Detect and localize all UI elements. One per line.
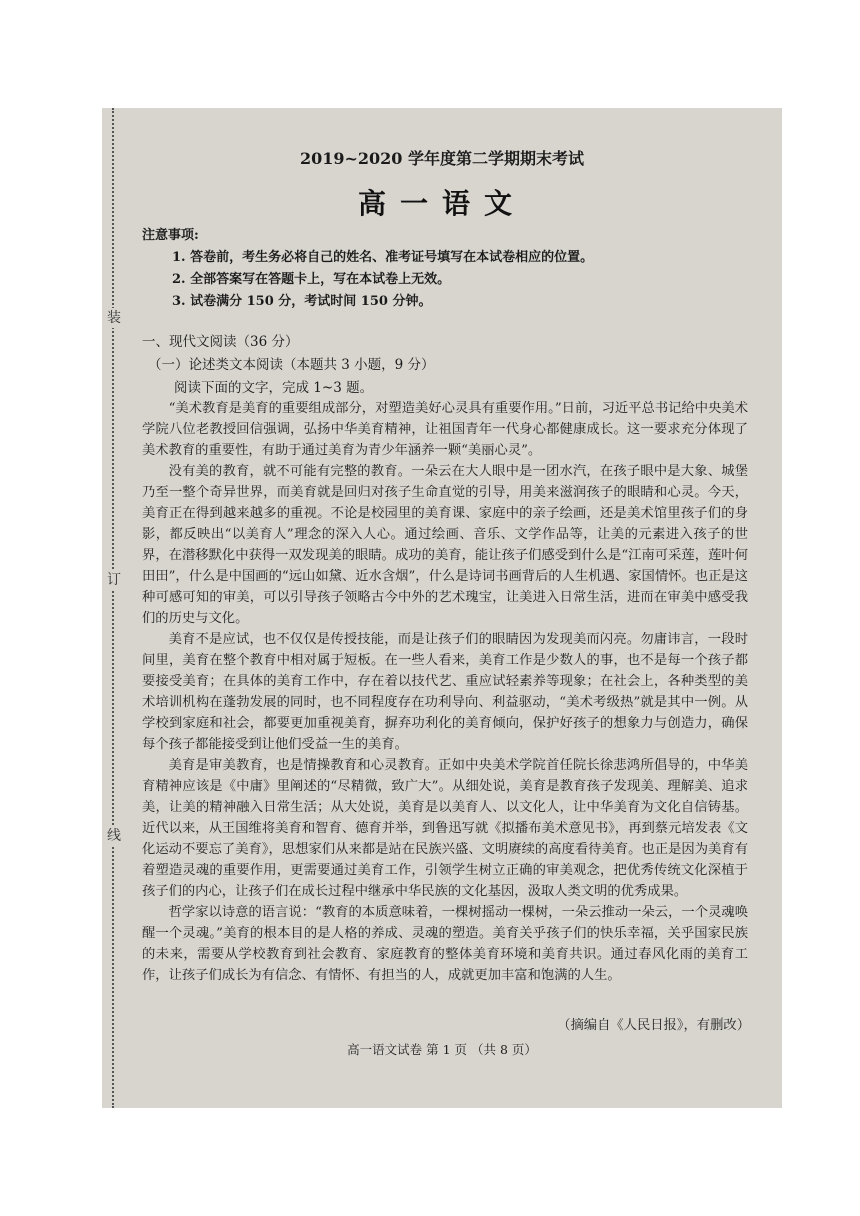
passage-paragraph: 美育是审美教育，也是情操教育和心灵教育。正如中央美术学院首任院长徐悲鸿所倡导的，中华美育精神应该是《中庸》里阐述的“尽精微，致广大”。从细处说，美育是教育孩子发现美、理解美、追求美，让美的精神融入日常生活；从大处说，美育是以美育人、以文化人，让中华美育为文化自信铸基。近代以来，从王国维将美育和智育、德育并举，到鲁迅写就《拟播布美术意见书》，再到蔡元培发表《文化运动不要忘了美育》，思想家们从来都是站在民族兴盛、文明赓续的高度看待美育。也正是因为美育有着塑造灵魂的重要作用，更需要通过美育工作，引领学生树立正确的审美观念，把优秀传统文化深植于孩子们的内心，让孩子们在成长过程中继承中华民族的文化基因，汲取人类文明的优秀成果。 <box>142 758 748 899</box>
subject-title: 高一语文 <box>357 187 526 220</box>
binding-mark-zhuang: 装 <box>104 308 124 328</box>
exam-paper <box>102 108 782 1108</box>
binding-mark-ding: 订 <box>104 570 124 590</box>
note-item: 1. 答卷前，考生务必将自己的姓名、准考证号填写在本试卷相应的位置。 <box>172 250 594 265</box>
page-footer: 高一语文试卷 第 1 页 （共 8 页） <box>347 1042 537 1057</box>
passage-paragraph: 哲学家以诗意的语言说：“教育的本质意味着，一棵树摇动一棵树，一朵云推动一朵云，一个灵魂唤醒一个灵魂。”美育的根本目的是人格的养成、灵魂的塑造。美育关乎孩子们的快乐幸福，关乎国家民族的未来，需要从学校教育到社会教育、家庭教育的整体美育环境和美育共识。通过春风化雨的美育工作，让孩子们成长为有信念、有情怀、有担当的人，成就更加丰富和饱满的人生。 <box>142 905 748 983</box>
section-heading: 一、现代文阅读（36 分） <box>142 334 299 350</box>
passage-paragraph: 美育不是应试，也不仅仅是传授技能，而是让孩子们的眼睛因为发现美而闪亮。勿庸讳言，一段时间里，美育在整个教育中相对属于短板。在一些人看来，美育工作是少数人的事，也不是每一个孩子都要接受美育；在具体的美育工作中，存在着以技代艺、重应试轻素养等现象；在社会上，各种类型的美术培训机构在蓬勃发展的同时，也不同程度存在功利导向、利益驱动，“美术考级热”就是其中一例。从学校到家庭和社会，都要更加重视美育，摒弃功利化的美育倾向，保护好孩子的想象力与创造力，确保每个孩子都能接受到让他们受益一生的美育。 <box>142 632 748 752</box>
passage-paragraph: “美术教育是美育的重要组成部分，对塑造美好心灵具有重要作用。”日前，习近平总书记给中央美术学院八位老教授回信强调，弘扬中华美育精神，让祖国青年一代身心都健康成长。这一要求充分体现了美术教育的重要性，有助于通过美育为青少年涵养一颗“美丽心灵”。 <box>142 401 748 458</box>
subsection-heading: （一）论述类文本阅读（本题共 3 小题，9 分） <box>148 357 435 373</box>
exam-title: 2019~2020 学年度第二学期期末考试 <box>299 149 585 168</box>
notes-heading: 注意事项: <box>142 228 199 243</box>
binding-mark-xian: 线 <box>104 826 124 846</box>
note-item: 2. 全部答案写在答题卡上，写在本试卷上无效。 <box>172 272 451 287</box>
passage-source: （摘编自《人民日报》，有删改） <box>557 1018 750 1033</box>
binding-dotted-line <box>112 108 114 1108</box>
note-item: 3. 试卷满分 150 分，考试时间 150 分钟。 <box>172 294 432 309</box>
reading-passage <box>142 398 748 986</box>
passage-paragraph: 没有美的教育，就不可能有完整的教育。一朵云在大人眼中是一团水汽，在孩子眼中是大象、城堡乃至一整个奇异世界，而美育就是回归对孩子生命直觉的引导，用美来滋润孩子的眼睛和心灵。今天，美育正在得到越来越多的重视。不论是校园里的美育课、家庭中的亲子绘画，还是美术馆里孩子们的身影，都反映出“以美育人”理念的深入人心。通过绘画、音乐、文学作品等，让美的元素进入孩子的世界，在潜移默化中获得一双发现美的眼睛。成功的美育，能让孩子们感受到什么是“江南可采莲，莲叶何田田”，什么是中国画的“远山如黛、近水含烟”，什么是诗词书画背后的人生机遇、家国情怀。也正是这种可感可知的审美，可以引导孩子领略古今中外的艺术瑰宝，让美进入日常生活，进而在审美中感受我们的历史与文化。 <box>142 464 748 626</box>
reading-instruction: 阅读下面的文字，完成 1~3 题。 <box>174 380 374 396</box>
